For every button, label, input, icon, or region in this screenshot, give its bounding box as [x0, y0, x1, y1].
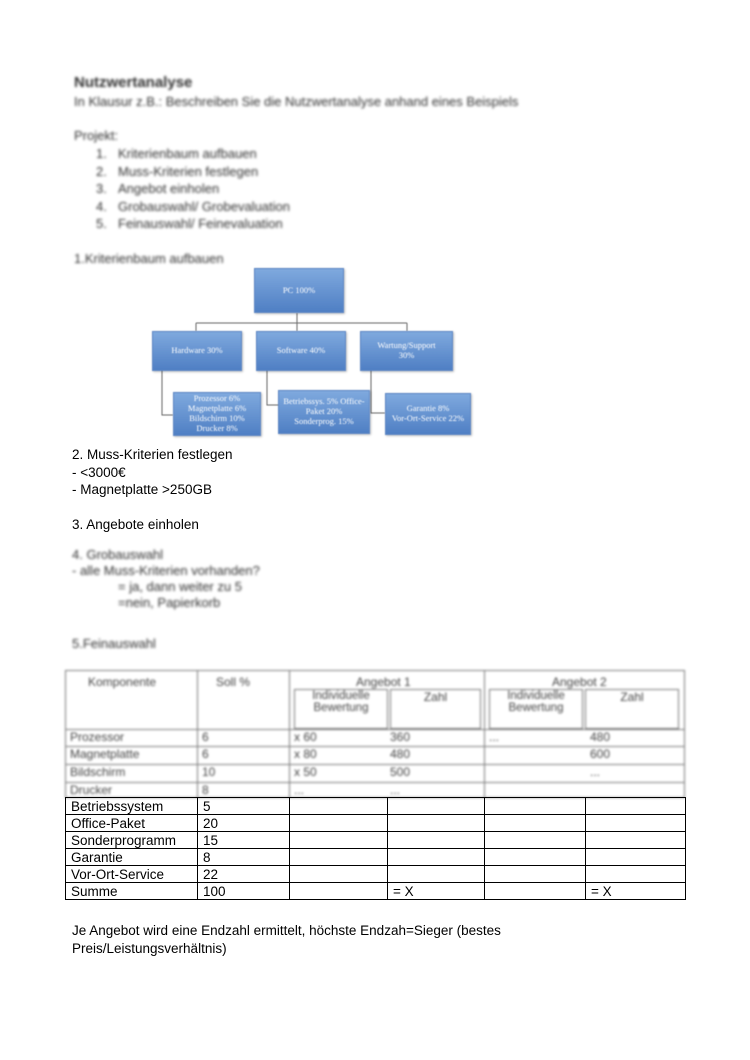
table-cell: Office-Paket [66, 815, 198, 832]
table-cell [586, 866, 686, 883]
table-cell [290, 849, 388, 866]
tree-node-wartung: Wartung/Support 30% [360, 331, 453, 371]
page-subtitle: In Klausur z.B.: Beschreiben Sie die Nutzwertanalyse anhand eines Beispiels [74, 94, 519, 109]
table-cell: 600 [590, 747, 611, 761]
tree-node-hardware: Hardware 30% [152, 331, 242, 371]
table-cell: ... [489, 730, 500, 744]
table-row-summe [66, 883, 686, 900]
table-subheader-zahl-2: Zahl [585, 689, 679, 729]
table-cell [485, 798, 586, 815]
table-cell [586, 832, 686, 849]
table-cell: 15 [198, 832, 290, 849]
table-cell: Bildschirm [70, 765, 126, 779]
table-cell: x 80 [294, 747, 317, 761]
criteria-tree-diagram [150, 265, 480, 445]
section4-line: - alle Muss-Kriterien vorhanden? [72, 563, 260, 578]
table-cell [290, 815, 388, 832]
table-cell [290, 832, 388, 849]
table-cell [485, 815, 586, 832]
tree-node-root: PC 100% [254, 268, 344, 313]
table-cell [485, 866, 586, 883]
table-header-angebot2: Angebot 2 [552, 675, 607, 689]
table-cell [290, 883, 388, 900]
table-cell [485, 832, 586, 849]
table-cell [388, 849, 485, 866]
tree-leaf-software: Betriebssys. 5% Office-Paket 20% Sonderprog. 15% [278, 390, 370, 434]
section2-heading: 2. Muss-Kriterien festlegen [72, 447, 233, 462]
table-cell: Sonderprogramm [66, 832, 198, 849]
tree-leaf-wartung: Garantie 8% Vor-Ort-Service 22% [385, 393, 471, 435]
list-item: 5. Feinauswahl/ Feinevaluation [96, 216, 283, 231]
section4 [72, 547, 260, 611]
table-cell: x 50 [294, 765, 317, 779]
tree-node-software: Software 40% [256, 331, 346, 371]
list-item: 4. Grobauswahl/ Grobevaluation [96, 198, 290, 214]
table-cell [290, 866, 388, 883]
table-row [66, 832, 686, 849]
table-cell: 10 [202, 765, 216, 779]
table-header-komponente: Komponente [88, 675, 157, 689]
table-row [66, 815, 686, 832]
table-cell: Garantie [66, 849, 198, 866]
section4-line: =nein, Papierkorb [118, 595, 221, 610]
table-cell: 8 [202, 783, 209, 797]
table-subheader-individuelle-2: Individuelle Bewertung [489, 689, 583, 729]
page-title: Nutzwertanalyse [74, 74, 193, 91]
table-header-angebot1: Angebot 1 [356, 675, 411, 689]
list-item: 2. Muss-Kriterien festlegen [96, 163, 259, 179]
table-cell: 480 [590, 730, 611, 744]
table-cell [388, 866, 485, 883]
table-cell: 6 [202, 730, 209, 744]
projekt-steps [96, 146, 290, 234]
table-cell: 8 [198, 849, 290, 866]
projekt-label: Projekt: [74, 128, 119, 143]
table-cell [388, 832, 485, 849]
section5-heading: 5.Feinauswahl [72, 636, 156, 651]
table-cell: ... [294, 783, 305, 797]
list-item: 1. Kriterienbaum aufbauen [96, 146, 257, 161]
table-cell: 5 [198, 798, 290, 815]
list-item: 3. Angebot einholen [96, 181, 220, 196]
section4-heading: 4. Grobauswahl [72, 547, 164, 562]
table-cell: 22 [198, 866, 290, 883]
list-item: - Magnetplatte >250GB [72, 482, 212, 497]
table-row [66, 866, 686, 883]
table-cell: = X [388, 883, 485, 900]
table-row [66, 849, 686, 866]
table-cell: ... [390, 783, 401, 797]
table-cell: x 60 [294, 730, 317, 744]
list-item: - <3000€ [72, 464, 126, 480]
table-subheader-zahl-1: Zahl [390, 689, 481, 729]
section2 [72, 446, 233, 499]
table-cell: = X [586, 883, 686, 900]
table-cell [586, 849, 686, 866]
table-cell: Prozessor [70, 730, 125, 744]
feinauswahl-table [65, 797, 686, 900]
table-cell: 20 [198, 815, 290, 832]
table-cell [485, 849, 586, 866]
table-cell: Summe [66, 883, 198, 900]
table-cell: Betriebssystem [66, 798, 198, 815]
table-cell [586, 815, 686, 832]
table-cell: 500 [390, 765, 411, 779]
section1-heading: 1.Kriterienbaum aufbauen [74, 251, 224, 266]
tree-leaf-hardware: Prozessor 6% Magnetplatte 6% Bildschirm 10% Drucker 8% [173, 392, 261, 436]
table-cell [388, 815, 485, 832]
table-subheader-individuelle-1: Individuelle Bewertung [294, 689, 388, 729]
table-cell: 100 [198, 883, 290, 900]
table-header-soll: Soll % [216, 675, 251, 689]
table-row [66, 798, 686, 815]
table-cell: 480 [390, 747, 411, 761]
section4-line: = ja, dann weiter zu 5 [118, 579, 242, 594]
closing-note: Je Angebot wird eine Endzahl ermittelt, höchste Endzah=Sieger (bestes Preis/Leistungsverhältnis) [72, 923, 501, 956]
section3-heading: 3. Angebote einholen [72, 517, 199, 532]
table-cell [586, 798, 686, 815]
table-cell [485, 883, 586, 900]
table-cell: Magnetplatte [70, 747, 140, 761]
table-cell: 360 [390, 730, 411, 744]
table-cell: 6 [202, 747, 209, 761]
table-cell: Drucker [70, 783, 113, 797]
table-cell [388, 798, 485, 815]
table-cell [290, 798, 388, 815]
table-cell: Vor-Ort-Service [66, 866, 198, 883]
table-cell: ... [590, 765, 601, 779]
table-blurred-header [65, 670, 685, 798]
